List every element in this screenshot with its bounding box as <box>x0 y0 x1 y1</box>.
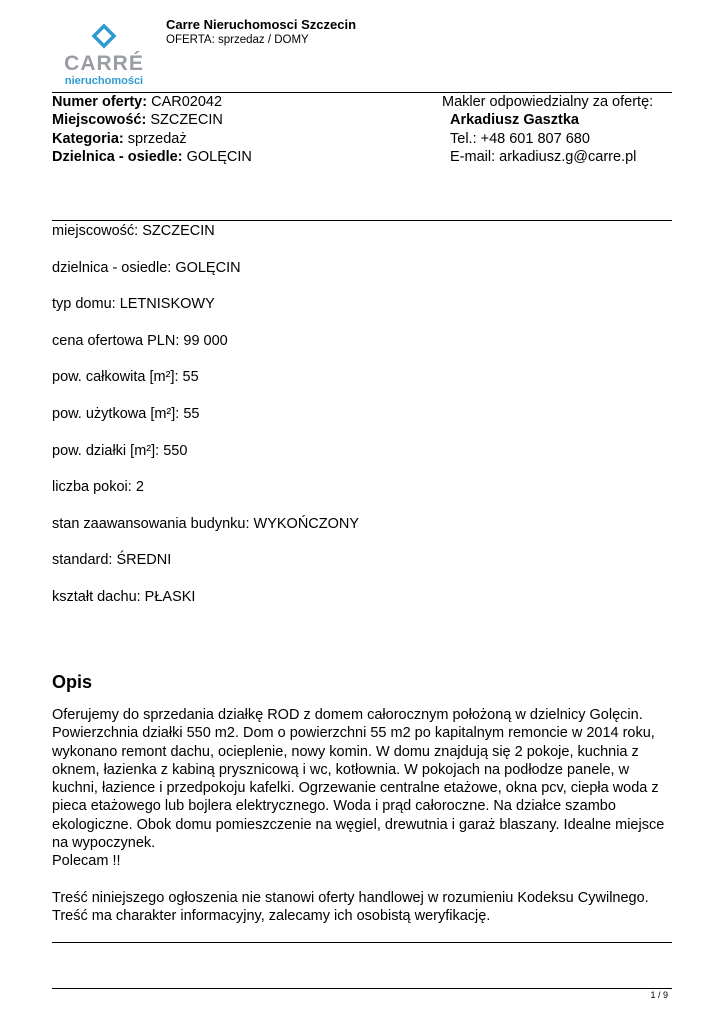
property-list <box>52 222 359 625</box>
logo-diamond-icon <box>62 22 146 88</box>
property-item: pow. całkowita [m²]: 55 <box>52 369 199 386</box>
property-item: dzielnica - osiedle: GOLĘCIN <box>52 259 241 276</box>
disclaimer-line: Treść niniejszego ogłoszenia nie stanowi oferty handlowej w rozumieniu Kodeksu Cywilnego. <box>52 889 649 906</box>
meta-city: Miejscowość: SZCZECIN <box>52 112 223 129</box>
property-item: stan zaawansowania budynku: WYKOŃCZONY <box>52 515 360 532</box>
description-line: Oferujemy do sprzedania działkę ROD z domem całorocznym położoną w dzielnicy Golęcin. <box>52 707 643 723</box>
agent-name: Arkadiusz Gasztka <box>450 112 579 129</box>
meta-category: Kategoria: sprzedaż <box>52 130 187 147</box>
description-line: wykonano remont dachu, ocieplenie, nowy komin. W domu znajdują się 2 pokoje, kuchnia z <box>52 743 639 760</box>
agent-email: E-mail: arkadiusz.g@carre.pl <box>450 148 637 165</box>
property-item: pow. użytkowa [m²]: 55 <box>52 405 200 422</box>
description-line: oknem, łazienka z kabiną prysznicową i wc, kotłownia. W pokojach na podłodze panele, w <box>52 761 630 778</box>
agent-phone: Tel.: +48 601 807 680 <box>450 130 590 147</box>
offer-type: OFERTA: sprzedaz / DOMY <box>166 34 309 46</box>
meta-district: Dzielnica - osiedle: GOLĘCIN <box>52 148 252 165</box>
description-body <box>52 706 682 925</box>
offer-meta <box>52 93 252 166</box>
disclaimer-line: Treść ma charakter informacyjny, zalecamy ich osobistą weryfikację. <box>52 907 491 924</box>
section-divider <box>52 220 672 221</box>
description-line: na wypoczynek. <box>52 835 156 852</box>
footer-divider <box>52 988 672 989</box>
description-line: pieca etażowego lub bojlera elektrycznego. Woda i prąd całoroczne. Na działce szambo <box>52 798 616 815</box>
property-item: typ domu: LETNISKOWY <box>52 296 215 313</box>
description-line: Polecam !! <box>52 853 121 870</box>
property-item: kształt dachu: PŁASKI <box>52 588 196 605</box>
logo-subtext: nieruchomości <box>64 75 144 87</box>
property-item: liczba pokoi: 2 <box>52 479 144 496</box>
agent-info <box>442 93 653 166</box>
description-line: kuchni, łazience i przedpokoju kafelki. Ogrzewanie centralne etażowe, okna pcv, ciepła woda z <box>52 780 659 797</box>
property-item: cena ofertowa PLN: 99 000 <box>52 332 228 349</box>
description-line: Powierzchnia działki 550 m2. Dom o powierzchni 55 m2 po kapitalnym remoncie w 2014 roku, <box>52 725 655 742</box>
property-item: miejscowość: SZCZECIN <box>52 223 215 239</box>
company-logo <box>62 22 146 88</box>
company-name: Carre Nieruchomosci Szczecin <box>166 17 357 32</box>
page-number: 1 / 9 <box>650 990 668 1000</box>
description-title: Opis <box>52 672 93 692</box>
agent-heading: Makler odpowiedzialny za ofertę: <box>442 94 654 110</box>
meta-offer-number: Numer oferty: CAR02042 <box>52 94 223 110</box>
description-line: ekologiczne. Obok domu pomieszczenie na węgiel, drewutnia i garaż blaszany. Idealne miejsce <box>52 816 665 833</box>
description-divider <box>52 942 672 943</box>
property-item: pow. działki [m²]: 550 <box>52 442 188 459</box>
logo-text: CARRÉ <box>64 52 144 75</box>
property-item: standard: ŚREDNI <box>52 552 172 569</box>
